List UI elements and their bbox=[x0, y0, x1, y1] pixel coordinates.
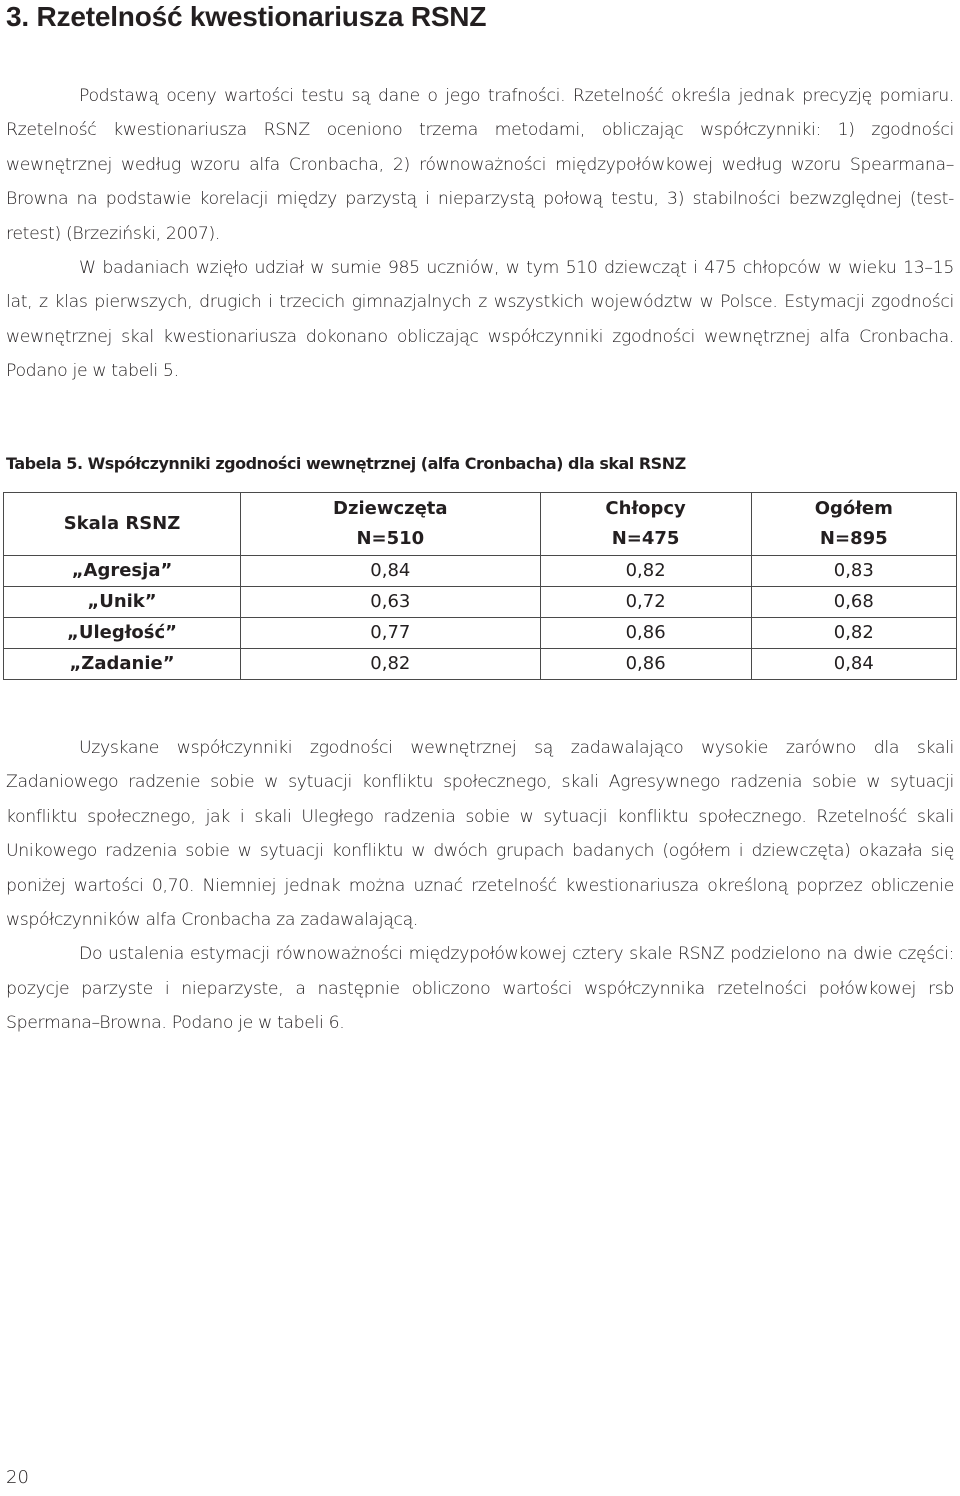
column-header-label: Skala RSNZ bbox=[63, 513, 181, 534]
value-cell: 0,86 bbox=[540, 618, 751, 649]
column-header bbox=[540, 493, 751, 556]
column-header-sample-size: N=475 bbox=[611, 528, 680, 549]
column-header-sample-size: N=510 bbox=[356, 528, 425, 549]
table-caption: Tabela 5. Współczynniki zgodności wewnętrznej (alfa Cronbacha) dla skal RSNZ bbox=[6, 454, 686, 473]
value-cell: 0,84 bbox=[751, 649, 956, 680]
value-cell: 0,86 bbox=[540, 649, 751, 680]
scale-name-cell: „Uległość” bbox=[4, 618, 241, 649]
column-header bbox=[241, 493, 541, 556]
scale-name-cell: „Zadanie” bbox=[4, 649, 241, 680]
table-row bbox=[4, 556, 957, 587]
value-cell: 0,72 bbox=[540, 587, 751, 618]
paragraph: W badaniach wzięło udział w sumie 985 uczniów, w tym 510 dziewcząt i 475 chłopców w wieku 13–15 lat, z klas pierwszych, drugich i trzecich gimnazjalnych z wszystkich województw w Polsce. Estymacji zgodności wewnętrznej skal kwestionariusza dokonano obliczając współczynniki zgodności wewnętrznej alfa Cronbacha. Podano je w tabeli 5. bbox=[6, 258, 954, 382]
table-row bbox=[4, 587, 957, 618]
value-cell: 0,68 bbox=[751, 587, 956, 618]
column-header-label: Chłopcy bbox=[605, 498, 686, 519]
value-cell: 0,63 bbox=[241, 587, 541, 618]
scale-name-cell: „Unik” bbox=[4, 587, 241, 618]
paragraph: Podstawą oceny wartości testu są dane o jego trafności. Rzetelność określa jednak precyzję pomiaru. Rzetelność kwestionariusza RSNZ oceniono trzema metodami, obliczając współczynniki: 1) zgodności wewnętrznej według wzoru alfa Cronbacha, 2) równoważności międzypołówkowej według wzoru Spearmana–Browna na podstawie korelacji między parzystą i nieparzystą połową testu, 3) stabilności bezwzględnej (test-retest) (Brzeziński, 2007). bbox=[6, 86, 954, 244]
table-row bbox=[4, 649, 957, 680]
column-header-label: Dziewczęta bbox=[333, 498, 448, 519]
column-header bbox=[751, 493, 956, 556]
discussion-text bbox=[6, 731, 954, 1041]
column-header-sample-size: N=895 bbox=[819, 528, 888, 549]
paragraph: Uzyskane współczynniki zgodności wewnętrznej są zadawalająco wysokie zarówno dla skali Zadaniowego radzenie sobie w sytuacji konfliktu społecznego, skali Agresywnego radzenia sobie w sytuacji konfliktu społecznego, jak i skali Uległego radzenia sobie w sytuacji konfliktu społecznego. Rzetelność skali Unikowego radzenia sobie w sytuacji konfliktu w dwóch grupach badanych (ogółem i dziewczęta) okazała się poniżej wartości 0,70. Niemniej jednak można uznać rzetelność kwestionariusza określoną poprzez obliczenie współczynników alfa Cronbacha za zadawalającą. bbox=[6, 738, 954, 931]
value-cell: 0,82 bbox=[540, 556, 751, 587]
section-heading: 3. Rzetelność kwestionariusza RSNZ bbox=[6, 1, 487, 32]
table-header-row bbox=[4, 493, 957, 556]
column-header-label: Ogółem bbox=[814, 498, 893, 519]
page-number: 20 bbox=[6, 1467, 29, 1488]
table-row bbox=[4, 618, 957, 649]
value-cell: 0,83 bbox=[751, 556, 956, 587]
value-cell: 0,82 bbox=[751, 618, 956, 649]
value-cell: 0,77 bbox=[241, 618, 541, 649]
value-cell: 0,84 bbox=[241, 556, 541, 587]
reliability-table bbox=[3, 492, 957, 680]
paragraph: Do ustalenia estymacji równoważności międzypołówkowej cztery skale RSNZ podzielono na dwie części: pozycje parzyste i nieparzyste, a następnie obliczono wartości współczynnika rzetelności połówkowej rsb Spermana–Browna. Podano je w tabeli 6. bbox=[6, 944, 954, 1034]
scale-name-cell: „Agresja” bbox=[4, 556, 241, 587]
intro-text bbox=[6, 79, 954, 389]
value-cell: 0,82 bbox=[241, 649, 541, 680]
column-header bbox=[4, 493, 241, 556]
